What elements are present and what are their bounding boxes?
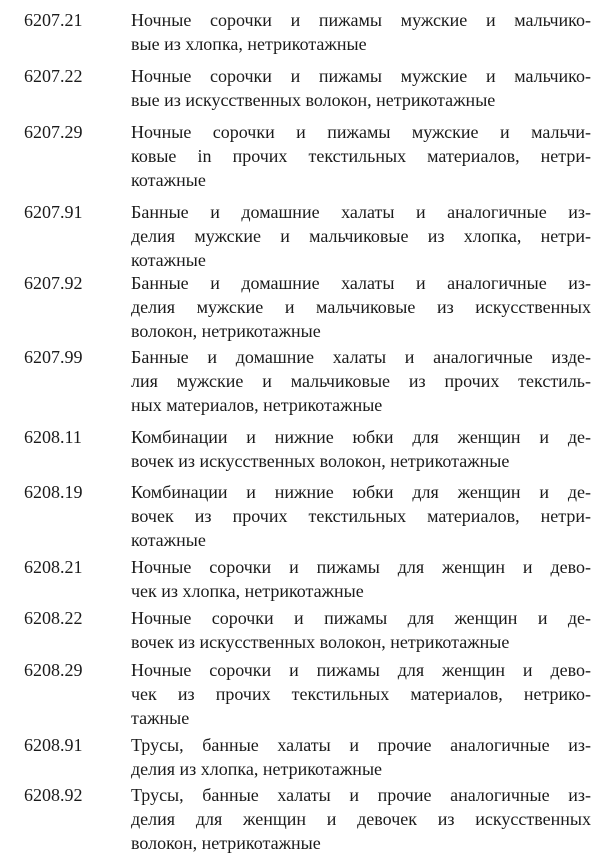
description-line: делия мужские и мальчиковые из искусственных bbox=[131, 297, 591, 317]
description-line: делия из хлопка, нетрикотажные bbox=[131, 759, 383, 779]
tariff-code: 6207.91 bbox=[24, 202, 83, 222]
description-line: делия мужские и мальчиковые из хлопка, нетри- bbox=[131, 226, 591, 246]
tariff-code: 6207.22 bbox=[24, 66, 83, 86]
tariff-code: 6208.11 bbox=[24, 427, 82, 447]
tariff-description bbox=[131, 482, 591, 554]
description-line: Комбинации и нижние юбки для женщин и де- bbox=[131, 482, 591, 502]
tariff-code: 6208.91 bbox=[24, 735, 83, 755]
description-line: чек из хлопка, нетрикотажные bbox=[131, 581, 364, 601]
description-line: Комбинации и нижние юбки для женщин и де- bbox=[131, 427, 591, 447]
tariff-code: 6207.92 bbox=[24, 273, 83, 293]
description-line: вочек из прочих текстильных материалов, нетри- bbox=[131, 506, 591, 526]
description-line: ковые in прочих текстильных материалов, нетри- bbox=[131, 146, 591, 166]
description-line: котажные bbox=[131, 250, 206, 270]
tariff-description bbox=[131, 427, 591, 475]
description-line: Ночные сорочки и пижамы мужские и мальчико- bbox=[131, 10, 591, 30]
description-line: Банные и домашние халаты и аналогичные из- bbox=[131, 273, 591, 293]
description-line: Банные и домашние халаты и аналогичные изде- bbox=[131, 347, 591, 367]
description-line: лия мужские и мальчиковые из прочих текстиль- bbox=[131, 371, 591, 391]
description-line: чек из прочих текстильных материалов, нетрико- bbox=[131, 684, 591, 704]
tariff-description bbox=[131, 608, 591, 656]
tariff-description bbox=[131, 202, 591, 274]
description-line: ных материалов, нетрикотажные bbox=[131, 395, 383, 415]
description-line: Ночные сорочки и пижамы для женщин и де- bbox=[131, 608, 591, 628]
description-line: тажные bbox=[131, 708, 190, 728]
tariff-code: 6208.19 bbox=[24, 482, 83, 502]
description-line: Ночные сорочки и пижамы для женщин и дево- bbox=[131, 557, 591, 577]
tariff-code: 6208.29 bbox=[24, 660, 83, 680]
description-line: Трусы, банные халаты и прочие аналогичные из- bbox=[131, 785, 591, 805]
description-line: волокон, нетрикотажные bbox=[131, 321, 321, 341]
tariff-code: 6208.21 bbox=[24, 557, 83, 577]
tariff-description bbox=[131, 735, 591, 783]
description-line: волокон, нетрикотажные bbox=[131, 833, 321, 853]
description-line: котажные bbox=[131, 170, 206, 190]
description-line: вочек из искусственных волокон, нетрикотажные bbox=[131, 451, 510, 471]
tariff-code: 6207.29 bbox=[24, 122, 83, 142]
tariff-description bbox=[131, 347, 591, 419]
description-line: Банные и домашние халаты и аналогичные из- bbox=[131, 202, 591, 222]
tariff-description bbox=[131, 785, 591, 857]
tariff-code: 6208.92 bbox=[24, 785, 83, 805]
tariff-description bbox=[131, 273, 591, 345]
description-line: Ночные сорочки и пижамы для женщин и дево- bbox=[131, 660, 591, 680]
description-line: Ночные сорочки и пижамы мужские и мальчико- bbox=[131, 66, 591, 86]
description-line: вые из искусственных волокон, нетрикотажные bbox=[131, 90, 496, 110]
tariff-description bbox=[131, 10, 591, 58]
tariff-code: 6208.22 bbox=[24, 608, 83, 628]
tariff-description bbox=[131, 66, 591, 114]
tariff-description bbox=[131, 122, 591, 194]
tariff-description bbox=[131, 557, 591, 605]
description-line: делия для женщин и девочек из искусственных bbox=[131, 809, 591, 829]
tariff-code: 6207.99 bbox=[24, 347, 83, 367]
tariff-description bbox=[131, 660, 591, 732]
tariff-code: 6207.21 bbox=[24, 10, 83, 30]
description-line: Трусы, банные халаты и прочие аналогичные из- bbox=[131, 735, 591, 755]
description-line: Ночные сорочки и пижамы мужские и мальчи- bbox=[131, 122, 591, 142]
description-line: котажные bbox=[131, 530, 206, 550]
description-line: вочек из искусственных волокон, нетрикотажные bbox=[131, 632, 510, 652]
description-line: вые из хлопка, нетрикотажные bbox=[131, 34, 367, 54]
